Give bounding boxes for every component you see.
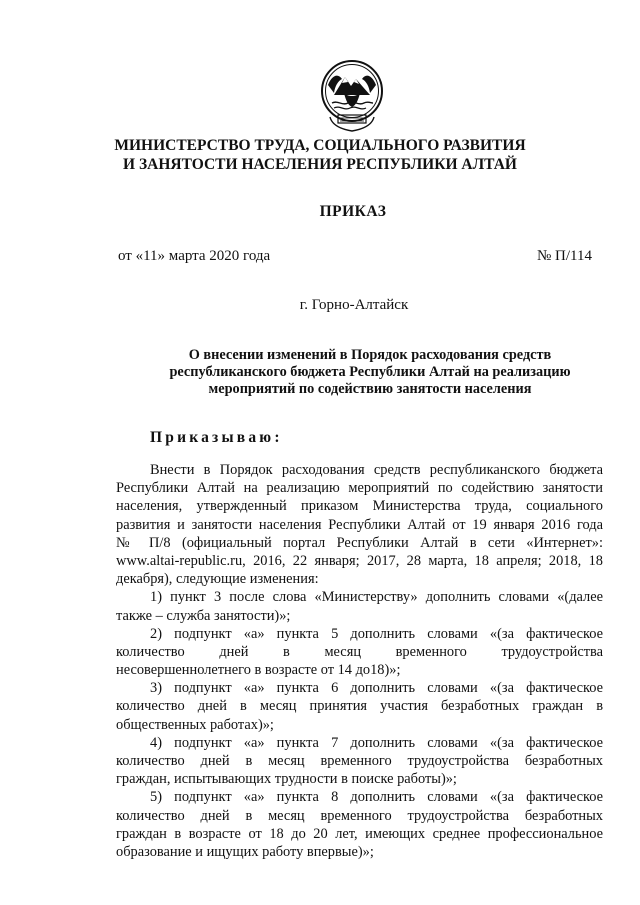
subject-line3: мероприятий по содействию занятости населения xyxy=(208,381,532,397)
body-line: количество дней в месяц временного трудоустройства безработных xyxy=(116,807,603,824)
order-date: от «11» марта 2020 года xyxy=(118,248,271,264)
ministry-name-line2: И ЗАНЯТОСТИ НАСЕЛЕНИЯ РЕСПУБЛИКИ АЛТАЙ xyxy=(123,156,517,173)
body-line: 1) пункт 3 после слова «Министерству» дополнить словами «(далее xyxy=(150,589,603,606)
body-line: общественных работах)»; xyxy=(116,716,274,733)
body-line: количество дней в месяц временного трудоустройства безработных xyxy=(116,753,603,769)
order-body xyxy=(116,461,603,861)
body-line: www.altai-republic.ru, 2016, 22 января; 2017, 28 марта, 18 апреля; 2018, 18 xyxy=(116,552,603,569)
subject-line2: республиканского бюджета Республики Алтай на реализацию xyxy=(169,364,571,380)
body-line: 2) подпункт «а» пункта 5 дополнить словами «(за фактическое xyxy=(150,625,603,642)
order-title: ПРИКАЗ xyxy=(319,203,387,220)
ministry-name-line1: МИНИСТЕРСТВО ТРУДА, СОЦИАЛЬНОГО РАЗВИТИЯ xyxy=(114,137,526,154)
order-number: № П/114 xyxy=(536,248,592,264)
subject-line1: О внесении изменений в Порядок расходования средств xyxy=(188,347,552,363)
body-line: Республики Алтай на реализацию мероприятий по содействию занятости xyxy=(116,480,603,497)
body-line: развития и занятости населения Республики Алтай от 19 января 2016 года xyxy=(116,516,603,533)
body-line: также – служба занятости)»; xyxy=(116,607,291,624)
body-line: несовершеннолетнего в возрасте от 14 до18)»; xyxy=(116,662,401,679)
body-line: 4) подпункт «а» пункта 7 дополнить словами «(за фактическое xyxy=(150,734,603,751)
coat-of-arms-icon xyxy=(318,55,386,137)
body-line: 5) подпункт «а» пункта 8 дополнить словами «(за фактическое xyxy=(150,789,603,806)
body-line: населения, утвержденный приказом Министерства труда, социального xyxy=(116,498,603,515)
body-line: образование и ищущих работу впервые)»; xyxy=(116,843,374,860)
body-line: № П/8 (официальный портал Республики Алтай в сети «Интернет»: xyxy=(116,534,603,551)
directive-heading: Приказываю: xyxy=(150,429,283,446)
body-line: Внести в Порядок расходования средств республиканского бюджета xyxy=(150,462,603,478)
body-line: граждан в возрасте от 18 до 20 лет, имеющих среднее профессиональное xyxy=(116,825,603,842)
body-line: декабря), следующие изменения: xyxy=(116,571,319,588)
body-line: граждан, испытывающих трудности в поиске работы)»; xyxy=(116,771,457,788)
order-subject xyxy=(140,347,600,398)
order-city: г. Горно-Алтайск xyxy=(299,297,409,313)
body-line: 3) подпункт «а» пункта 6 дополнить словами «(за фактическое xyxy=(150,680,603,697)
ministry-name xyxy=(90,136,550,174)
body-line: количество дней в месяц принятия участия безработных граждан в xyxy=(116,698,603,715)
body-line: количество дней в месяц временного трудоустройства xyxy=(116,643,603,660)
